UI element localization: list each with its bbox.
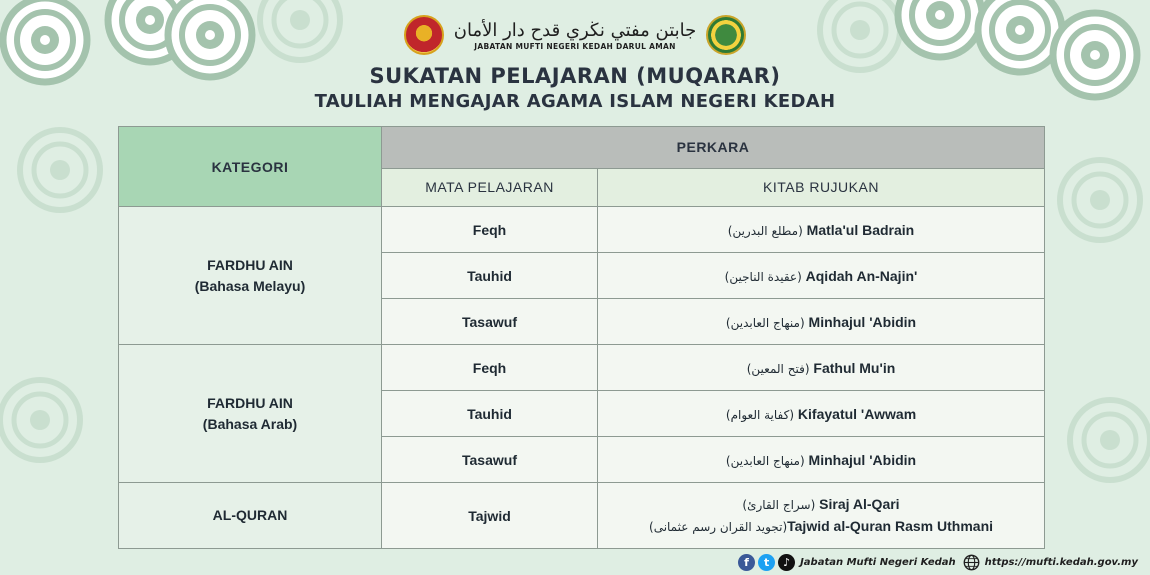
reference-arabic: (منهاج العابدين) [725, 315, 805, 330]
twitter-icon[interactable]: t [758, 554, 775, 571]
table-row [119, 483, 1045, 549]
reference-latin: Aqidah An-Najin' [805, 267, 918, 284]
reference-arabic: (فتح المعين) [746, 361, 810, 376]
facebook-icon[interactable]: f [738, 554, 755, 571]
reference-latin: Tajwid al-Quran Rasm Uthmani [787, 517, 994, 534]
reference-arabic: (عقيدة الناجين) [724, 269, 802, 284]
reference-latin: Minhajul 'Abidin [808, 313, 917, 330]
page-subtitle: TAULIAH MENGAJAR AGAMA ISLAM NEGERI KEDAH [314, 91, 836, 112]
reference-cell [598, 483, 1045, 549]
tiktok-icon[interactable]: ♪ [778, 554, 795, 571]
category-title: FARDHU AIN [207, 256, 293, 273]
kedah-crest-logo [404, 15, 444, 55]
category-language: (Bahasa Melayu) [194, 277, 306, 294]
reference-latin: Minhajul 'Abidin [808, 451, 917, 468]
reference-cell [598, 299, 1045, 345]
reference-arabic: (كفاية العوام) [725, 407, 795, 422]
social-page-name[interactable]: Jabatan Mufti Negeri Kedah [800, 556, 956, 568]
reference-cell [598, 207, 1045, 253]
reference-arabic: (مطلع البدرين) [727, 223, 803, 238]
page-title: SUKATAN PELAJARAN (MUQARAR) [369, 64, 781, 88]
reference-cell [598, 253, 1045, 299]
table-row [119, 345, 1045, 391]
category-title: FARDHU AIN [207, 394, 293, 411]
globe-icon [963, 554, 980, 571]
header-kategori: KATEGORI [119, 127, 382, 207]
reference-cell [598, 345, 1045, 391]
website-link[interactable]: https://mufti.kedah.gov.my [984, 556, 1138, 568]
category-title: AL-QURAN [212, 507, 288, 523]
reference-arabic: (سراج القارئ) [742, 497, 816, 512]
category-language: (Bahasa Arab) [202, 415, 298, 432]
reference-latin: Fathul Mu'in [813, 359, 896, 376]
reference-cell [598, 391, 1045, 437]
subject-cell: Feqh [382, 345, 598, 391]
organization-name [454, 20, 697, 51]
reference-arabic: (تجويد القران رسم عثمانى) [649, 519, 788, 534]
category-cell [119, 483, 382, 549]
subject-cell: Tasawuf [382, 299, 598, 345]
syllabus-table [118, 126, 1045, 549]
header-kitab-rujukan: KITAB RUJUKAN [598, 168, 1045, 206]
reference-latin: Kifayatul 'Awwam [797, 405, 917, 422]
table-row [119, 207, 1045, 253]
org-name-arabic: جابتن مفتي نڬري قدح دار الأمان [453, 19, 697, 41]
header [0, 10, 1150, 60]
org-name-latin: JABATAN MUFTI NEGERI KEDAH DARUL AMAN [474, 41, 676, 51]
category-cell [119, 207, 382, 345]
footer [738, 552, 1142, 572]
mufti-department-seal-logo [706, 15, 746, 55]
category-cell [119, 345, 382, 483]
reference-latin: Siraj Al-Qari [819, 495, 900, 512]
reference-cell [598, 437, 1045, 483]
subject-cell: Tauhid [382, 253, 598, 299]
subject-cell: Tajwid [382, 483, 598, 549]
reference-latin: Matla'ul Badrain [806, 221, 915, 238]
reference-arabic: (منهاج العابدين) [725, 453, 805, 468]
header-perkara: PERKARA [382, 127, 1045, 169]
subject-cell: Feqh [382, 207, 598, 253]
subject-cell: Tasawuf [382, 437, 598, 483]
header-mata-pelajaran: MATA PELAJARAN [382, 168, 598, 206]
subject-cell: Tauhid [382, 391, 598, 437]
